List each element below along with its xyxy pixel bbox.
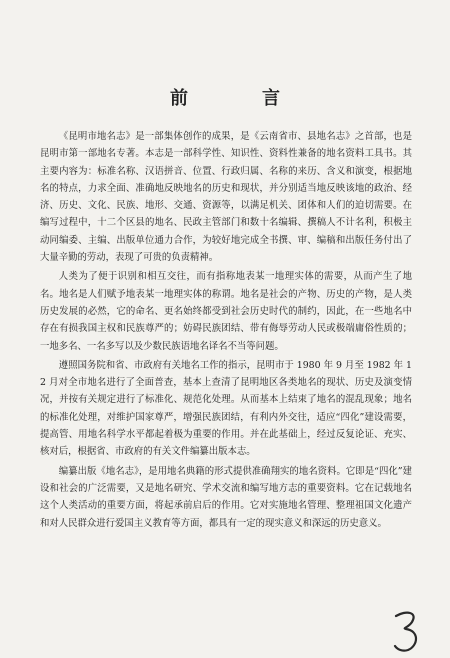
handwritten-page-number — [388, 608, 428, 654]
page-title: 前 言 — [170, 88, 308, 109]
paragraph-3: 遵照国务院和省、市政府有关地名工作的指示，昆明市于 1980 年 9 月至 1982 年 12 月对全市地名进行了全面普查，基本上查清了昆明地区各类地名的现状、历史及演变情况，并按有关规定进行了标准化、规范化处理。从而基本上结束了地名的混乱现象；地名的标准化处理，对维护国家尊严，增强民族团结，有利内外交往，适应“四化”建设需要，提高管、用地名科学水平都起着极为重要的作用。并在此基础上，经过反复论证、充实、核对后，根据省、市政府的有关文件编纂出版本志。 — [40, 359, 412, 458]
handwritten-three-icon — [388, 608, 428, 654]
preface-body — [40, 128, 412, 534]
paragraph-2: 人类为了便于识别和相互交往，而有指称地表某一地理实体的需要，从而产生了地名。地名是人们赋予地表某一地理实体的称谓。地名是社会的产物、历史的产物，是人类历史发展的必然，它的命名、更名始终都受到社会历史时代的制约，因此，在一些地名中存在有损我国主权和民族尊严的；妨碍民族团结、带有侮辱劳动人民或极端庸俗性质的；一地多名、一名多写以及少数民族语地名译名不当等问题。 — [40, 271, 412, 352]
paragraph-1: 《昆明市地名志》是一部集体创作的成果，是《云南省市、县地名志》之首部，也是昆明市第一部地名专著。本志是一部科学性、知识性、资料性兼备的地名资料工具书。其主要内容为：标准名称、汉语拼音、位置、行政归属、名称的来历、含义和演变，根据地名的特点，力求全面、准确地反映地名的历史和现状，并分别适当地反映该地的政治、经济、历史、文化、民族、地形、交通、资源等，以满足机关、团体和人们的迫切需要。在编写过程中，十二个区县的地名、民政主管部门和数十名编辑、撰稿人不计名利，积极主动同编委、主编、出版单位通力合作，为较好地完成全书撰、审、编稿和出版任务付出了大量辛勤的劳动，表现了可贵的负责精神。 — [40, 131, 412, 264]
paragraph-4: 编纂出版《地名志》，是用地名典籍的形式提供准确翔实的地名资料。它即是“四化”建设和社会的广泛需要，又是地名研究、学术交流和编写地方志的重要资料。它在记载地名这个人类活动的重要方面，将起承前启后的作用。它对实施地名管理、整理祖国文化遗产和对人民群众进行爱国主义教育等方面，都具有一定的现实意义和深远的历史意义。 — [40, 465, 412, 529]
